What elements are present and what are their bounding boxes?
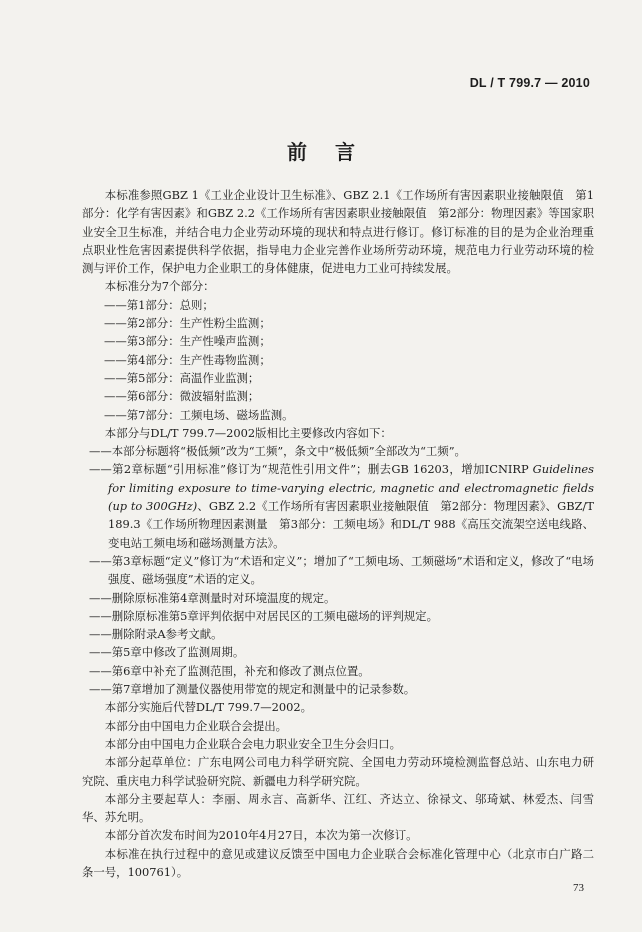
change-item: ——删除原标准第4章测量时对环境温度的规定。 <box>89 590 336 605</box>
intro-paragraph: 本标准参照GBZ 1《工业企业设计卫生标准》、GBZ 2.1《工作场所有害因素职业接触限值 第1部分：化学有害因素》和GBZ 2.2《工作场所有害因素职业接触限值 第2部分：物理因素》等国家职业安全卫生标准，并结合电力企业劳动环境的现状和特点进行修订。修订标准的目的是为企业治理重点职业性危害因素提供科学依据，指导电力企业完善作业场所劳动环境，规范电力行业劳动环境的检测与评价工作，保护电力企业职工的身体健康，促进电力工业可持续发展。 <box>82 188 594 276</box>
list-item: ——第5部分：高温作业监测； <box>104 370 260 385</box>
drafting-units: 本部分起草单位：广东电网公司电力科学研究院、全国电力劳动环境检测监督总站、山东电力研究院、重庆电力科学试验研究院、新疆电力科学研究院。 <box>82 755 594 788</box>
change-text: ——第2章标题“引用标准”修订为“规范性引用文件”；删去GB 16203，增加ICNIRP <box>89 462 533 477</box>
drafters: 本部分主要起草人：李丽、周永言、高新华、江红、齐达立、徐禄文、邬琦斌、林爱杰、闫雪华、苏允明。 <box>82 791 594 825</box>
page-title: 前言 <box>287 140 383 164</box>
managed-by: 本部分由中国电力企业联合会电力职业安全卫生分会归口。 <box>104 736 401 751</box>
change-item: ——第6章中补充了监测范围，补充和修改了测点位置。 <box>89 663 370 678</box>
replaces-statement: 本部分实施后代替DL/T 799.7—2002。 <box>104 700 313 715</box>
change-item <box>82 460 594 551</box>
list-item: ——第6部分：微波辐射监测； <box>104 389 260 404</box>
parts-intro: 本标准分为7个部分： <box>104 279 215 294</box>
proposed-by: 本部分由中国电力企业联合会提出。 <box>104 718 288 733</box>
document-body <box>82 186 594 881</box>
standard-code: DL / T 799.7 — 2010 <box>469 76 590 90</box>
change-item: ——删除附录A参考文献。 <box>89 627 223 642</box>
feedback: 本标准在执行过程中的意见或建议反馈至中国电力企业联合会标准化管理中心（北京市白广路二条一号，100761）。 <box>82 846 594 879</box>
list-item: ——第4部分：生产性毒物监测； <box>104 352 271 367</box>
change-item: ——第7章增加了测量仪器使用带宽的规定和测量中的记录参数。 <box>89 682 416 697</box>
first-release: 本部分首次发布时间为2010年4月27日，本次为第一次修订。 <box>104 828 418 843</box>
change-italic-title: Guidelines for limiting exposure to time-varying electric, magnetic and electromagnetic fields (up to 300GHz) <box>108 462 594 514</box>
list-item: ——第7部分：工频电场、磁场监测。 <box>104 407 294 422</box>
change-item: ——本部分标题将“极低频”改为“工频”，条文中“极低频”全部改为“工频”。 <box>89 444 466 459</box>
list-item: ——第3部分：生产性噪声监测； <box>104 334 271 349</box>
change-item: ——删除原标准第5章评判依据中对居民区的工频电磁场的评判规定。 <box>89 608 438 623</box>
change-item: ——第5章中修改了监测周期。 <box>89 645 245 660</box>
changes-intro: 本部分与DL/T 799.7—2002版相比主要修改内容如下： <box>104 425 392 440</box>
list-item: ——第1部分：总则； <box>104 297 214 312</box>
change-text: 、GBZ 2.2《工作场所有害因素职业接触限值 第2部分：物理因素》、GBZ/T 189.3《工作场所物理因素测量 第3部分：工频电场》和DL/T 988《高压交流架空送电线路、变电站工频电场和磁场测量方法》。 <box>108 499 594 550</box>
change-item: ——第3章标题“定义”修订为“术语和定义”；增加了“工频电场、工频磁场”术语和定义，修改了“电场强度、磁场强度”术语的定义。 <box>89 553 594 587</box>
list-item: ——第2部分：生产性粉尘监测； <box>104 316 271 331</box>
page-number: 73 <box>573 882 584 894</box>
